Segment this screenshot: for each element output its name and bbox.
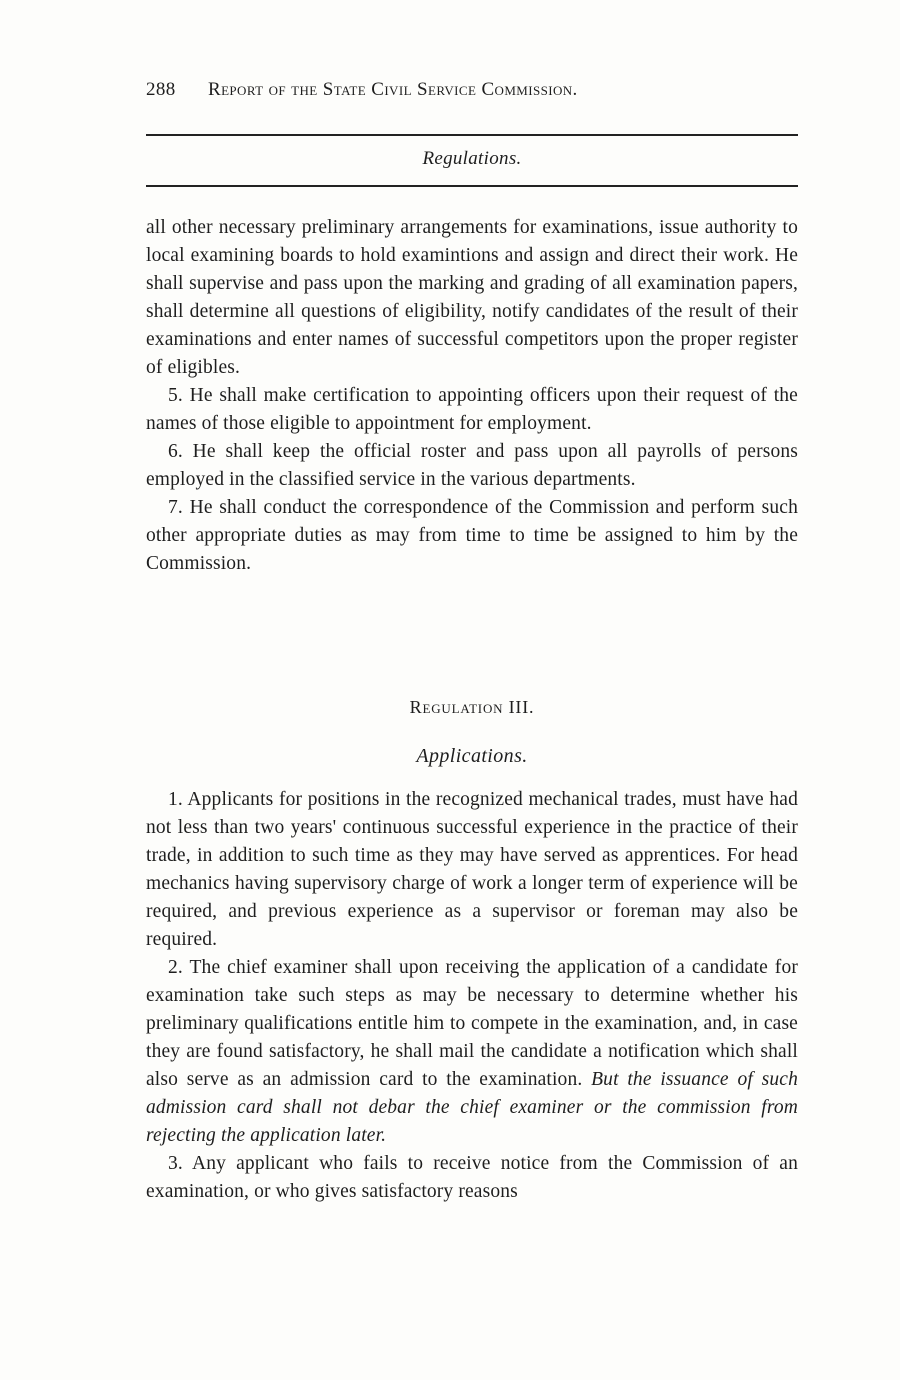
regulation-numeral: III.: [508, 697, 535, 717]
paragraph-7: 7. He shall conduct the correspondence of the Commission and perform such other appropriate duties as may from time to time be assigned to him by the Commission.: [146, 497, 798, 574]
body-text-bottom: [146, 786, 798, 1206]
paragraph-2: [146, 954, 798, 1150]
applications-heading: Applications.: [416, 745, 528, 767]
paragraph-1: 1. Applicants for positions in the recognized mechanical trades, must have had not less than two years' continuous successful experience in the practice of their trade, in addition to such time as they may have served as apprentices. For head mechanics having supervisory charge of work a longer term of experience will be required, and previous experience as a supervisor or foreman may also be required.: [146, 789, 798, 950]
body-text-top: [146, 214, 798, 578]
paragraph-2-italic: But the issuance of such admission card shall not debar the chief examiner or the commission from rejecting the application later.: [146, 1069, 798, 1146]
paragraph-6: 6. He shall keep the official roster and pass upon all payrolls of persons employed in the classified service in the various departments.: [146, 441, 798, 490]
paragraph-continued: all other necessary preliminary arrangements for examinations, issue authority to local examining boards to hold examintions and assign and direct their work. He shall supervise and pass upon the marking and grading of all examination papers, shall determine all questions of eligibility, notify candidates of the result of their examinations and enter names of successful competitors upon the proper register of eligibles.: [146, 217, 798, 378]
regulation-word: Regulation: [409, 697, 504, 717]
header-rule-bottom: [146, 185, 798, 187]
paragraph-5: 5. He shall make certification to appointing officers upon their request of the names of those eligible to appointment for employment.: [146, 385, 798, 434]
running-title: Report of the State Civil Service Commission.: [208, 79, 578, 100]
paragraph-3: 3. Any applicant who fails to receive notice from the Commission of an examination, or who gives satisfactory reasons: [146, 1153, 798, 1202]
header-rule-top: [146, 134, 798, 136]
paragraph-2-plain: 2. The chief examiner shall upon receiving the application of a candidate for examination take such steps as may be necessary to determine whether his preliminary qualifications entitle him to compete in the examination, and, in case they are found satisfactory, he shall mail the candidate a notification which shall also serve as an admission card to the examination.: [146, 957, 798, 1090]
section-caption: Regulations.: [422, 148, 522, 169]
page-number: 288: [146, 79, 176, 100]
running-head: [146, 79, 806, 101]
regulation-heading: [146, 697, 798, 718]
